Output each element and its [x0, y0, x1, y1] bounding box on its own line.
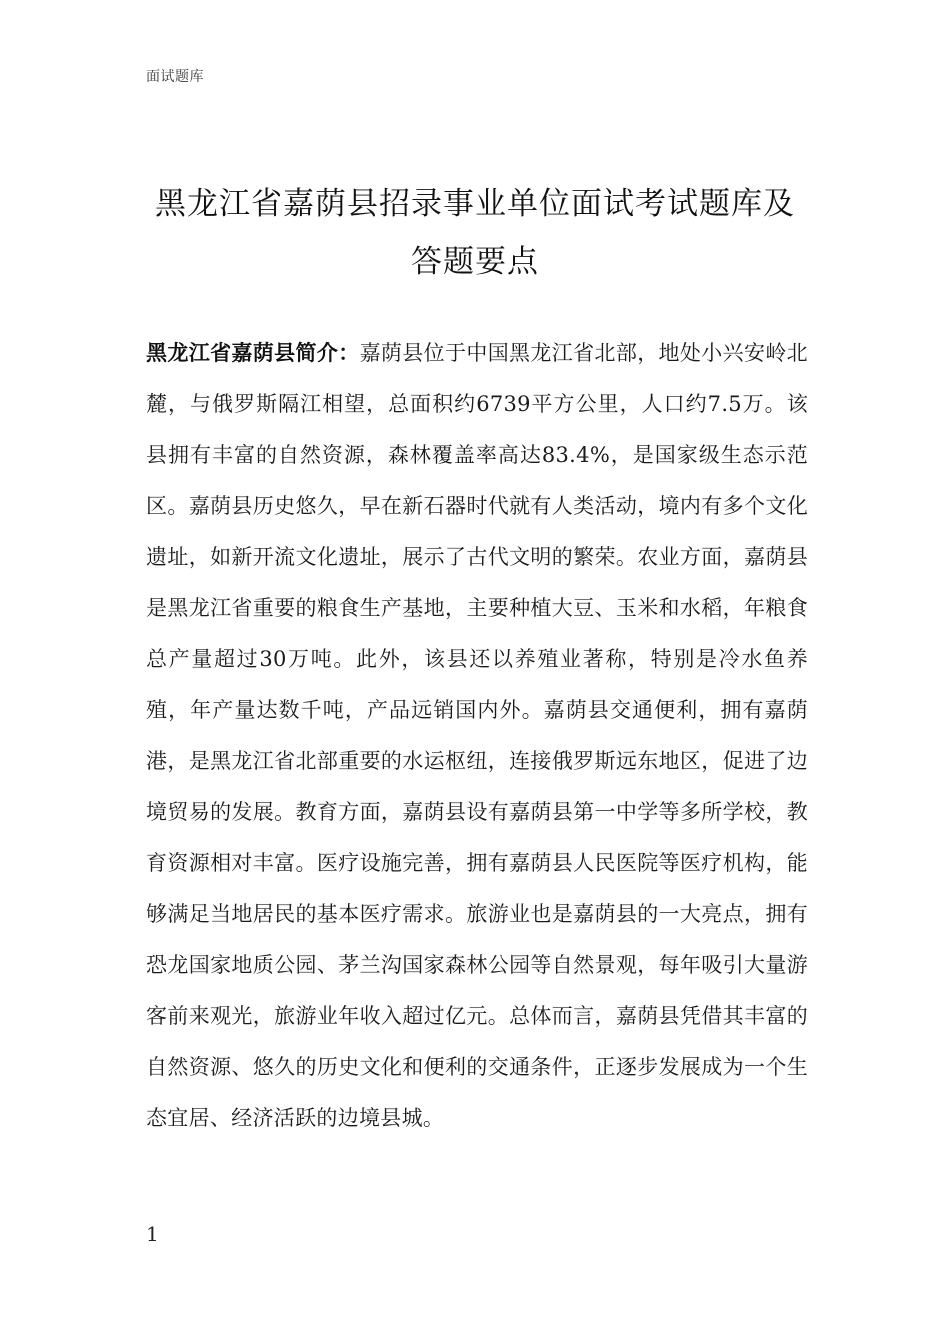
title-line-1: 黑龙江省嘉荫县招录事业单位面试考试题库及	[155, 186, 795, 222]
intro-body: 嘉荫县位于中国黑龙江省北部，地处小兴安岭北麓，与俄罗斯隔江相望，总面积约6739平方公里，人口约7.5万。该县拥有丰富的自然资源，森林覆盖率高达83.4%，是国家级生态示范区。嘉荫县历史悠久，早在新石器时代就有人类活动，境内有多个文化遗址，如新开流文化遗址，展示了古代文明的繁荣。农业方面，嘉荫县是黑龙江省重要的粮食生产基地，主要种植大豆、玉米和水稻，年粮食总产量超过30万吨。此外，该县还以养殖业著称，特别是冷水鱼养殖，年产量达数千吨，产品远销国内外。嘉荫县交通便利，拥有嘉荫港，是黑龙江省北部重要的水运枢纽，连接俄罗斯远东地区，促进了边境贸易的发展。教育方面，嘉荫县设有嘉荫县第一中学等多所学校，教育资源相对丰富。医疗设施完善，拥有嘉荫县人民医院等医疗机构，能够满足当地居民的基本医疗需求。旅游业也是嘉荫县的一大亮点，拥有恐龙国家地质公园、茅兰沟国家森林公园等自然景观，每年吸引大量游客前来观光，旅游业年收入超过亿元。总体而言，嘉荫县凭借其丰富的自然资源、悠久的历史文化和便利的交通条件，正逐步发展成为一个生态宜居、经济活跃的边境县城。	[146, 341, 808, 1130]
page-number: 1	[146, 1222, 159, 1246]
page-header: 面试题库	[146, 69, 204, 85]
intro-label: 黑龙江省嘉荫县简介：	[146, 341, 360, 365]
document-title	[120, 175, 830, 291]
intro-paragraph	[146, 328, 808, 1144]
title-line-2: 答题要点	[411, 244, 539, 280]
